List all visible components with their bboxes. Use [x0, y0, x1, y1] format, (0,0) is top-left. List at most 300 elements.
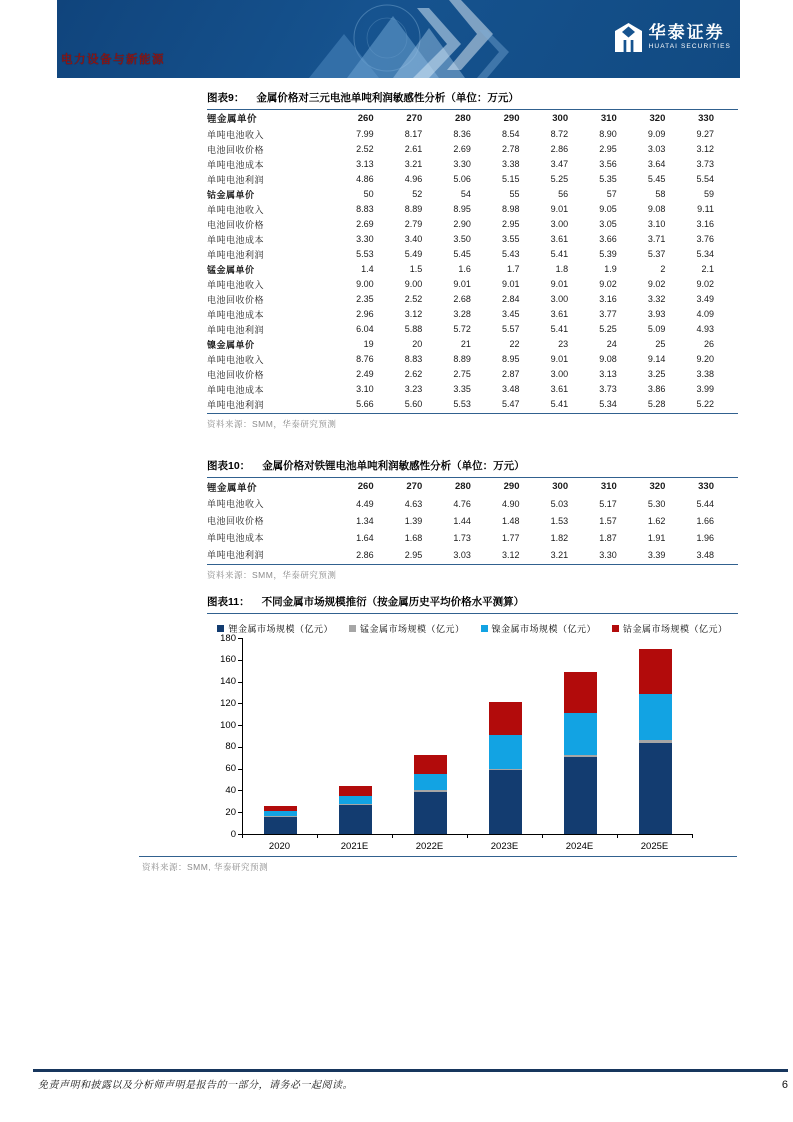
cell-value: 55: [509, 189, 520, 199]
cell-value: 310: [600, 481, 617, 492]
figure10-title: [207, 458, 738, 478]
cell-value: 9.00: [356, 279, 374, 289]
cell-value: 9.01: [453, 279, 471, 289]
cell-value: 3.48: [696, 549, 714, 560]
cell-value: 58: [655, 189, 666, 199]
cell-value: 8.98: [501, 204, 520, 214]
cell-value: 1.48: [501, 515, 520, 526]
cell-value: 3.40: [404, 234, 423, 244]
cell-value: 310: [600, 112, 617, 124]
table-row: [207, 187, 738, 202]
cell-value: 2.75: [453, 369, 471, 379]
cell-value: 3.71: [647, 234, 666, 244]
legend-swatch-icon: [612, 625, 619, 632]
x-axis-label: 2023E: [490, 841, 519, 852]
cell-value: 3.16: [696, 219, 714, 229]
cell-value: 5.25: [599, 324, 617, 334]
cell-value: 1.57: [599, 515, 617, 526]
cell-value: 1.73: [453, 532, 471, 543]
cell-value: 3.61: [550, 234, 569, 244]
cell-value: 8.54: [501, 129, 520, 139]
y-axis-tick: [238, 812, 242, 813]
cell-value: 57: [606, 189, 617, 199]
table-row: [207, 247, 738, 262]
cell-value: 3.25: [647, 369, 666, 379]
y-axis-label: 40: [225, 784, 236, 796]
cell-value: 3.61: [550, 309, 569, 319]
cell-value: 3.61: [550, 384, 569, 394]
cell-value: 4.63: [404, 498, 423, 509]
y-axis-tick: [238, 638, 242, 639]
table-row: [207, 202, 738, 217]
cell-value: 1.7: [506, 264, 520, 274]
legend-label: 钴金属市场规模（亿元）: [623, 623, 728, 634]
brand-name-en: HUATAI SECURITIES: [648, 43, 731, 51]
cell-value: 5.22: [696, 399, 714, 409]
cell-value: 8.95: [453, 204, 471, 214]
x-axis-label: 2022E: [415, 841, 444, 852]
figure9-section: [207, 90, 738, 430]
cell-value: 5.39: [599, 249, 617, 259]
cell-value: 330: [698, 112, 714, 124]
cell-value: 320: [649, 112, 666, 124]
bar-segment: [489, 735, 522, 769]
legend-label: 镍金属市场规模（亿元）: [491, 623, 597, 634]
cell-value: 4.93: [696, 324, 714, 334]
figure11-section: [142, 594, 738, 873]
cell-value: 3.10: [356, 384, 374, 394]
cell-value: 270: [406, 112, 423, 124]
cell-value: 5.41: [550, 249, 569, 259]
cell-value: 5.06: [453, 174, 471, 184]
cell-value: 5.25: [550, 174, 569, 184]
cell-value: 5.49: [404, 249, 423, 259]
x-axis-label: 2021E: [340, 841, 369, 852]
huatai-logo-text: [649, 24, 731, 51]
cell-value: 3.38: [696, 369, 714, 379]
y-axis-label: 20: [225, 806, 236, 818]
cell-value: 4.96: [404, 174, 423, 184]
table-row: [207, 478, 738, 495]
cell-value: 4.86: [356, 174, 374, 184]
legend-swatch-icon: [217, 625, 224, 632]
row-label: 单吨电池收入: [207, 279, 265, 290]
table-row: [207, 337, 738, 352]
bar-segment: [414, 792, 447, 835]
cell-value: 5.34: [696, 249, 714, 259]
cell-value: 5.88: [404, 324, 423, 334]
cell-value: 4.76: [453, 498, 471, 509]
table-row: [207, 217, 738, 232]
bar-2023E: [489, 702, 522, 834]
row-label: 电池回收价格: [207, 144, 265, 155]
cell-value: 3.56: [599, 159, 617, 169]
cell-value: 2.68: [453, 294, 471, 304]
cell-value: 22: [509, 339, 520, 349]
figure10-section: [207, 458, 738, 581]
y-axis-label: 100: [220, 719, 236, 731]
bar-segment: [564, 757, 597, 834]
cell-value: 26: [703, 339, 714, 349]
legend-swatch-icon: [481, 625, 488, 632]
cell-value: 3.12: [696, 144, 714, 154]
cell-value: 3.35: [453, 384, 471, 394]
cell-value: 8.76: [356, 354, 374, 364]
cell-value: 3.12: [404, 309, 423, 319]
cell-value: 9.20: [696, 354, 714, 364]
cell-value: 1.64: [356, 532, 374, 543]
row-label: 单吨电池成本: [207, 533, 265, 543]
cell-value: 54: [460, 189, 471, 199]
cell-value: 9.27: [696, 129, 714, 139]
row-label: 单吨电池利润: [207, 550, 265, 560]
table-row: [207, 495, 738, 512]
cell-value: 5.17: [599, 498, 617, 509]
y-axis-tick: [238, 682, 242, 683]
cell-value: 2.69: [453, 144, 471, 154]
table-row: [207, 232, 738, 247]
figure10-table: [207, 478, 738, 565]
x-axis-tick: [692, 834, 693, 838]
cell-value: 9.01: [550, 279, 569, 289]
cell-value: 3.30: [599, 549, 617, 560]
cell-value: 9.02: [696, 279, 714, 289]
chart-plot-area: [242, 638, 693, 835]
cell-value: 1.4: [361, 264, 374, 274]
cell-value: 5.43: [501, 249, 520, 259]
y-axis-label: 140: [220, 676, 236, 688]
cell-value: 2.84: [501, 294, 520, 304]
brand-name-cn: 华泰证券: [648, 23, 725, 43]
cell-value: 2.61: [404, 144, 423, 154]
cell-value: 1.39: [404, 515, 423, 526]
bar-segment: [489, 702, 522, 735]
bar-segment: [639, 694, 672, 741]
bar-segment: [339, 805, 372, 834]
row-label: 锂金属单价: [207, 114, 258, 126]
cell-value: 2.87: [501, 369, 520, 379]
cell-value: 9.02: [599, 279, 617, 289]
y-axis-tick: [238, 769, 242, 770]
cell-value: 2.86: [356, 549, 374, 560]
row-label: 电池回收价格: [207, 369, 265, 380]
cell-value: 9.08: [599, 354, 617, 364]
cell-value: 260: [357, 481, 374, 492]
cell-value: 1.66: [696, 515, 714, 526]
row-label: 单吨电池利润: [207, 324, 265, 335]
cell-value: 1.44: [453, 515, 471, 526]
bar-segment: [414, 774, 447, 790]
cell-value: 280: [455, 112, 471, 124]
cell-value: 5.66: [356, 399, 374, 409]
bar-2022E: [414, 755, 447, 834]
figure11-title-text: 不同金属市场规模推衍（按金属历史平均价格水平测算）: [261, 596, 525, 608]
bar-segment: [639, 743, 672, 835]
table-row: [207, 529, 738, 546]
y-axis-label: 160: [220, 654, 236, 666]
table-row: [207, 110, 738, 127]
cell-value: 9.05: [599, 204, 617, 214]
y-axis-label: 60: [225, 763, 236, 775]
cell-value: 2.90: [453, 219, 471, 229]
stacked-bar-chart: [207, 632, 738, 852]
cell-value: 8.17: [404, 129, 423, 139]
cell-value: 2.35: [356, 294, 374, 304]
cell-value: 9.09: [647, 129, 666, 139]
x-axis-tick: [392, 834, 393, 838]
figure11-title: [207, 594, 738, 614]
cell-value: 5.03: [550, 498, 569, 509]
cell-value: 260: [357, 112, 374, 124]
x-axis-label: 2024E: [565, 841, 594, 852]
cell-value: 9.01: [501, 279, 520, 289]
huatai-logo-icon: [615, 23, 642, 52]
cell-value: 300: [552, 481, 569, 492]
cell-value: 2.86: [550, 144, 569, 154]
legend-item: [349, 622, 465, 635]
cell-value: 56: [558, 189, 569, 199]
cell-value: 5.09: [647, 324, 666, 334]
cell-value: 1.96: [696, 532, 714, 543]
cell-value: 9.08: [647, 204, 666, 214]
cell-value: 3.03: [647, 144, 666, 154]
x-axis-tick: [617, 834, 618, 838]
table-row: [207, 546, 738, 563]
row-label: 单吨电池成本: [207, 234, 265, 245]
cell-value: 3.00: [550, 369, 569, 379]
table-row: [207, 322, 738, 337]
table-row: [207, 367, 738, 382]
bar-2024E: [564, 672, 597, 834]
cell-value: 5.41: [550, 324, 569, 334]
cell-value: 20: [412, 339, 423, 349]
row-label: 单吨电池利润: [207, 249, 265, 260]
row-label: 单吨电池成本: [207, 159, 265, 170]
y-axis-tick: [238, 660, 242, 661]
bar-segment: [339, 796, 372, 804]
cell-value: 23: [558, 339, 569, 349]
figure9-table: [207, 110, 738, 414]
cell-value: 8.89: [404, 204, 423, 214]
cell-value: 5.45: [647, 174, 666, 184]
row-label: 电池回收价格: [207, 516, 265, 526]
bar-segment: [639, 649, 672, 694]
cell-value: 8.89: [453, 354, 471, 364]
figure10-source: 资料来源：SMM，华泰研究预测: [207, 570, 337, 580]
bar-segment: [339, 786, 372, 796]
cell-value: 5.45: [453, 249, 471, 259]
cell-value: 50: [363, 189, 374, 199]
report-sector-title: 电力设备与新能源: [61, 54, 165, 66]
cell-value: 3.73: [696, 159, 714, 169]
bar-segment: [564, 713, 597, 754]
bar-2021E: [339, 786, 372, 834]
bar-2025E: [639, 649, 672, 834]
cell-value: 280: [455, 481, 471, 492]
figure10-title-text: 金属价格对铁锂电池单吨利润敏感性分析（单位：万元）: [262, 460, 525, 472]
table-row: [207, 262, 738, 277]
cell-value: 3.30: [453, 159, 471, 169]
cell-value: 3.23: [404, 384, 423, 394]
y-axis-label: 0: [230, 828, 236, 840]
cell-value: 3.39: [647, 549, 666, 560]
cell-value: 1.6: [458, 264, 471, 274]
cell-value: 2.95: [599, 144, 617, 154]
cell-value: 2.95: [404, 549, 423, 560]
cell-value: 5.28: [647, 399, 666, 409]
cell-value: 9.14: [647, 354, 666, 364]
cell-value: 2.79: [404, 219, 423, 229]
cell-value: 3.32: [647, 294, 666, 304]
y-axis-label: 180: [220, 632, 236, 644]
cell-value: 8.36: [453, 129, 471, 139]
cell-value: 3.38: [501, 159, 520, 169]
cell-value: 3.21: [550, 549, 569, 560]
cell-value: 1.62: [647, 515, 666, 526]
cell-value: 5.37: [647, 249, 666, 259]
cell-value: 25: [655, 339, 666, 349]
cell-value: 8.95: [501, 354, 520, 364]
row-label: 单吨电池收入: [207, 129, 265, 140]
cell-value: 3.10: [647, 219, 666, 229]
table-row: [207, 292, 738, 307]
cell-value: 2.1: [701, 264, 714, 274]
cell-value: 3.50: [453, 234, 471, 244]
cell-value: 3.55: [501, 234, 520, 244]
row-label: 单吨电池收入: [207, 204, 265, 215]
cell-value: 1.82: [550, 532, 569, 543]
figure11-label: 图表11：: [207, 596, 250, 608]
x-axis-tick: [542, 834, 543, 838]
cell-value: 5.57: [501, 324, 520, 334]
cell-value: 1.77: [501, 532, 520, 543]
legend-item: [481, 622, 597, 635]
figure10-label: 图表10：: [207, 460, 251, 472]
cell-value: 19: [363, 339, 374, 349]
figure9-title-text: 金属价格对三元电池单吨利润敏感性分析（单位：万元）: [256, 92, 519, 104]
table-row: [207, 352, 738, 367]
cell-value: 3.64: [647, 159, 666, 169]
y-axis-label: 80: [225, 741, 236, 753]
cell-value: 1.87: [599, 532, 617, 543]
page-header-banner: [57, 0, 740, 78]
y-axis-label: 120: [220, 697, 236, 709]
y-axis-tick: [238, 703, 242, 704]
table-row: [207, 397, 738, 412]
cell-value: 4.49: [356, 498, 374, 509]
cell-value: 4.90: [501, 498, 520, 509]
cell-value: 21: [460, 339, 471, 349]
table-row: [207, 157, 738, 172]
cell-value: 5.72: [453, 324, 471, 334]
cell-value: 3.66: [599, 234, 617, 244]
cell-value: 290: [503, 481, 520, 492]
x-axis-label: 2025E: [640, 841, 669, 852]
cell-value: 9.00: [404, 279, 423, 289]
cell-value: 3.12: [501, 549, 520, 560]
cell-value: 2.52: [404, 294, 423, 304]
cell-value: 320: [649, 481, 666, 492]
cell-value: 5.35: [599, 174, 617, 184]
cell-value: 9.11: [697, 204, 714, 214]
cell-value: 2.69: [356, 219, 374, 229]
row-label: 单吨电池成本: [207, 384, 265, 395]
cell-value: 7.99: [356, 129, 374, 139]
bar-segment: [264, 817, 297, 834]
cell-value: 52: [412, 189, 423, 199]
x-axis-tick: [317, 834, 318, 838]
cell-value: 3.76: [696, 234, 714, 244]
bar-2020: [264, 806, 297, 834]
cell-value: 3.45: [501, 309, 520, 319]
cell-value: 1.5: [409, 264, 423, 274]
cell-value: 5.53: [453, 399, 471, 409]
cell-value: 3.28: [453, 309, 471, 319]
table-row: [207, 382, 738, 397]
cell-value: 59: [703, 189, 714, 199]
cell-value: 8.83: [356, 204, 374, 214]
cell-value: 5.53: [356, 249, 374, 259]
cell-value: 2.52: [356, 144, 374, 154]
table-row: [207, 127, 738, 142]
cell-value: 3.49: [696, 294, 714, 304]
cell-value: 330: [698, 481, 714, 492]
cell-value: 270: [406, 481, 423, 492]
cell-value: 3.77: [599, 309, 617, 319]
table-row: [207, 512, 738, 529]
cell-value: 300: [552, 112, 569, 124]
cell-value: 3.99: [696, 384, 714, 394]
y-axis-tick: [238, 790, 242, 791]
cell-value: 5.54: [696, 174, 714, 184]
cell-value: 1.68: [404, 532, 423, 543]
row-label: 单吨电池收入: [207, 354, 265, 365]
page-number: 6: [781, 1079, 788, 1091]
cell-value: 1.34: [356, 515, 374, 526]
table-row: [207, 307, 738, 322]
cell-value: 2: [660, 264, 666, 274]
x-axis-tick: [242, 834, 243, 838]
row-label: 锂金属单价: [207, 482, 258, 494]
cell-value: 5.60: [404, 399, 423, 409]
cell-value: 4.09: [696, 309, 714, 319]
x-axis-label: 2020: [268, 841, 291, 852]
cell-value: 290: [503, 112, 520, 124]
cell-value: 1.53: [550, 515, 569, 526]
footer-divider: [33, 1069, 788, 1072]
figure9-title: [207, 90, 738, 110]
cell-value: 3.13: [599, 369, 617, 379]
bar-segment: [564, 672, 597, 713]
cell-value: 3.30: [356, 234, 374, 244]
cell-value: 1.9: [604, 264, 617, 274]
cell-value: 3.73: [599, 384, 617, 394]
legend-item: [612, 622, 728, 635]
legend-swatch-icon: [349, 625, 356, 632]
figure11-source-block: [139, 856, 737, 873]
cell-value: 3.16: [599, 294, 617, 304]
cell-value: 24: [606, 339, 617, 349]
footer-disclaimer: 免责声明和披露以及分析师声明是报告的一部分，请务必一起阅读。: [38, 1080, 353, 1091]
cell-value: 3.00: [550, 219, 569, 229]
cell-value: 1.8: [555, 264, 569, 274]
cell-value: 2.95: [501, 219, 520, 229]
row-label: 钴金属单价: [207, 189, 255, 200]
legend-label: 锰金属市场规模（亿元）: [359, 623, 465, 634]
cell-value: 2.62: [404, 369, 423, 379]
table-row: [207, 277, 738, 292]
page-footer: [38, 1076, 788, 1091]
